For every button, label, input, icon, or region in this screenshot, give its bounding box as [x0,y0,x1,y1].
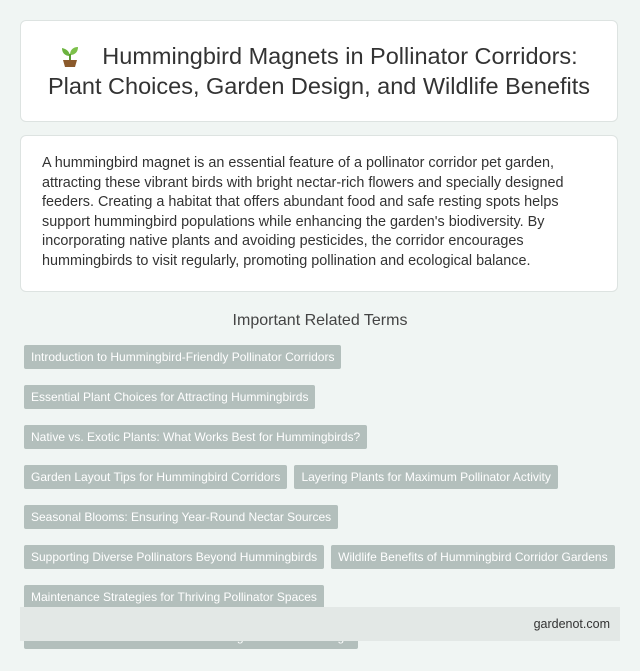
related-terms-heading: Important Related Terms [232,312,408,329]
footer [20,607,620,641]
related-term-tag[interactable]: Wildlife Benefits of Hummingbird Corridor Gardens [331,545,614,569]
seedling-icon [60,43,80,67]
summary-card [20,135,618,292]
related-term-tag[interactable]: Seasonal Blooms: Ensuring Year-Round Nectar Sources [24,505,338,529]
related-term-tag[interactable]: Introduction to Hummingbird-Friendly Pollinator Corridors [24,345,341,369]
related-term-tag[interactable]: Layering Plants for Maximum Pollinator Activity [294,465,557,489]
page-title-text: Hummingbird Magnets in Pollinator Corridors: Plant Choices, Garden Design, and Wildlife Benefits [47,43,591,99]
related-term-tag[interactable]: Native vs. Exotic Plants: What Works Best for Hummingbirds? [24,425,367,449]
related-term-tag[interactable]: Supporting Diverse Pollinators Beyond Hummingbirds [24,545,324,569]
related-term-tag[interactable]: Garden Layout Tips for Hummingbird Corridors [24,465,287,489]
footer-site-link[interactable]: gardenot.com [533,617,610,631]
related-term-tag[interactable]: Essential Plant Choices for Attracting Hummingbirds [24,385,315,409]
related-terms-list [24,345,624,649]
page-title [39,41,599,101]
summary-text: A hummingbird magnet is an essential feature of a pollinator corridor pet garden, attracting these vibrant birds with bright nectar-rich flowers and specially designed feeders. Creating a habitat that offers abundant food and safe resting spots helps support hummingbird populations while enhancing the garden's biodiversity. By incorporating native plants and avoiding pesticides, the corridor encourages hummingbirds to visit regularly, promoting pollination and ecological balance. [42,155,564,269]
title-card [20,20,618,122]
related-term-tag[interactable]: Maintenance Strategies for Thriving Pollinator Spaces [24,585,324,609]
